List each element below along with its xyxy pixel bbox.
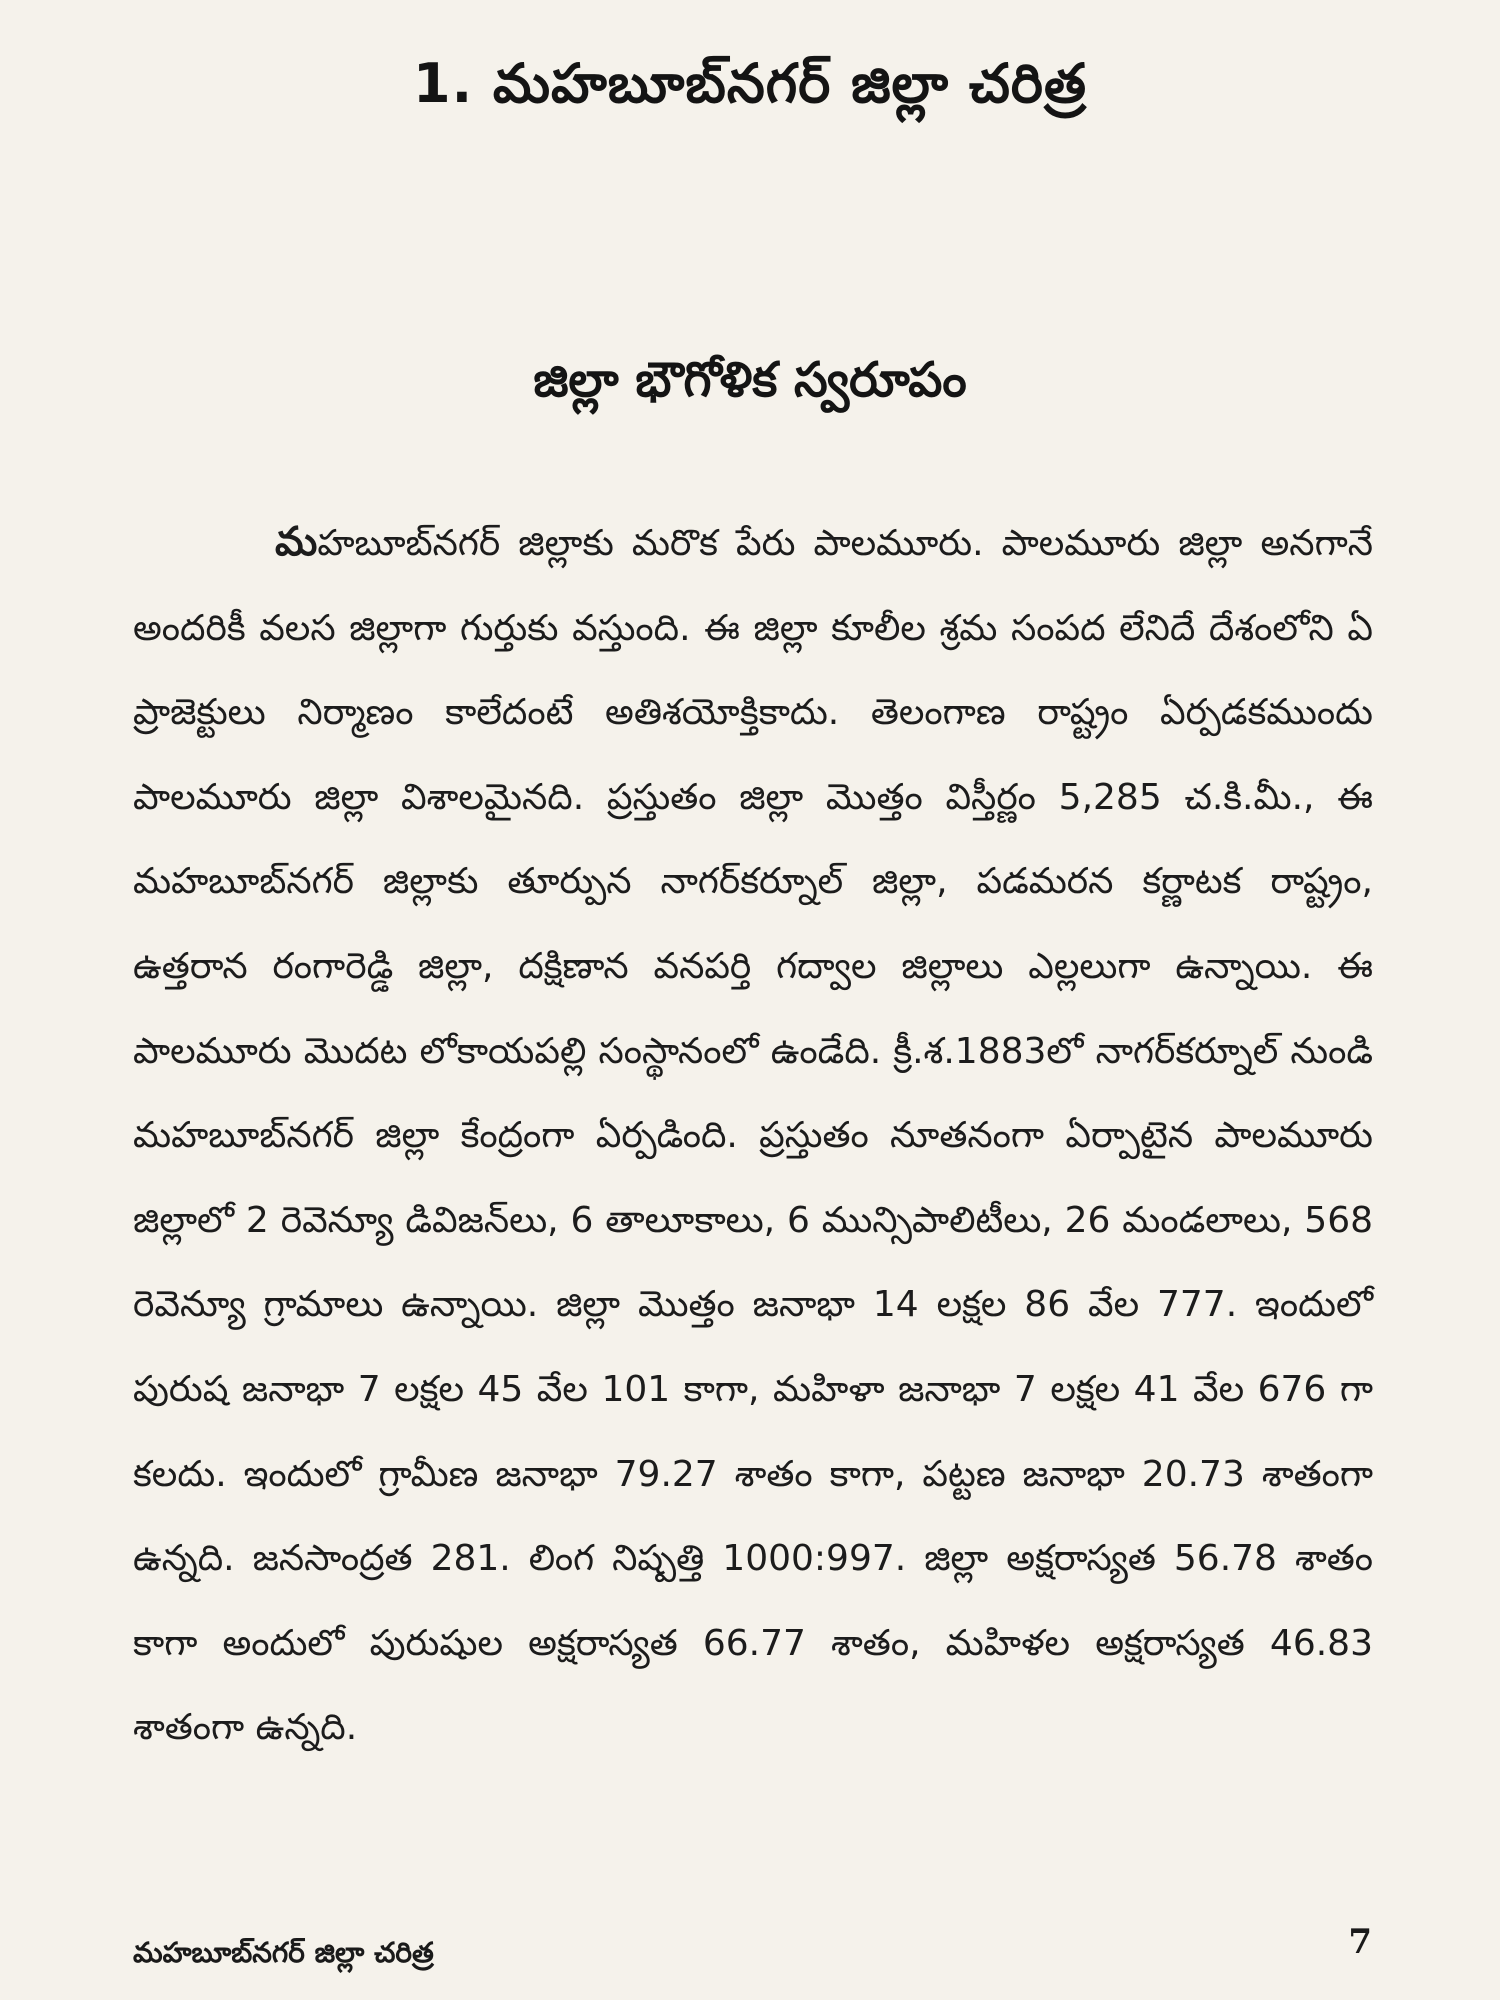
paragraph-text: హబూబ్‌నగర్ జిల్లాకు మరొక పేరు పాలమూరు. పాలమూరు జిల్లా అనగానే అందరికీ వలస జిల్లాగా గుర్తుకు వస్తుంది. ఈ జిల్లా కూలీల శ్రమ సంపద లేనిదే దేశంలోని ఏ ప్రాజెక్టులు నిర్మాణం కాలేదంటే అతిశయోక్తికాదు. తెలంగాణ రాష్ట్రం ఏర్పడకముందు పాలమూరు జిల్లా విశాలమైనది. ప్రస్తుతం జిల్లా మొత్తం విస్తీర్ణం 5,285 చ.కి.మీ., ఈ మహబూబ్‌నగర్ జిల్లాకు తూర్పున నాగర్‌కర్నూల్ జిల్లా, పడమరన కర్ణాటక రాష్ట్రం, ఉత్తరాన రంగారెడ్డి జిల్లా, దక్షిణాన వనపర్తి గద్వాల జిల్లాలు ఎల్లలుగా ఉన్నాయి. ఈ పాలమూరు మొదట లోకాయపల్లి సంస్థానంలో ఉండేది. క్రీ.శ.1883లో నాగర్‌కర్నూల్ నుండి మహబూబ్‌నగర్ జిల్లా కేంద్రంగా ఏర్పడింది. ప్రస్తుతం నూతనంగా ఏర్పాటైన పాలమూరు జిల్లాలో 2 రెవెన్యూ డివిజన్‌లు, 6 తాలూకాలు, 6 మున్సిపాలిటీలు, 26 మండలాలు, 568 రెవెన్యూ గ్రామాలు ఉన్నాయి. జిల్లా మొత్తం జనాభా 14 లక్షల 86 వేల 777. ఇందులో పురుష జనాభా 7 లక్షల 45 వేల 101 కాగా, మహిళా జనాభా 7 లక్షల 41 వేల 676 గా కలదు. ఇందులో గ్రామీణ జనాభా 79.27 శాతం కాగా, పట్టణ జనాభా 20.73 శాతంగా ఉన్నది. జనసాంద్రత 281. లింగ నిష్పత్తి 1000:997. జిల్లా అక్షరాస్యత 56.78 శాతం కాగా అందులో పురుషుల అక్షరాస్యత 66.77 శాతం, మహిళల అక్షరాస్యత 46.83 శాతంగా ఉన్నది. bbox=[133, 523, 1373, 1749]
section-title: జిల్లా భౌగోళిక స్వరూపం bbox=[533, 352, 967, 408]
dropcap-letter: మ bbox=[275, 519, 318, 565]
page-number: 7 bbox=[1348, 1922, 1372, 1962]
running-title: మహబూబ్‌నగర్ జిల్లా చరిత్ర bbox=[133, 1936, 434, 1969]
body-text bbox=[133, 500, 1373, 1771]
chapter-title: 1. మహబూబ్‌నగర్ జిల్లా చరిత్ర bbox=[413, 52, 1087, 115]
paragraph bbox=[133, 500, 1373, 1771]
